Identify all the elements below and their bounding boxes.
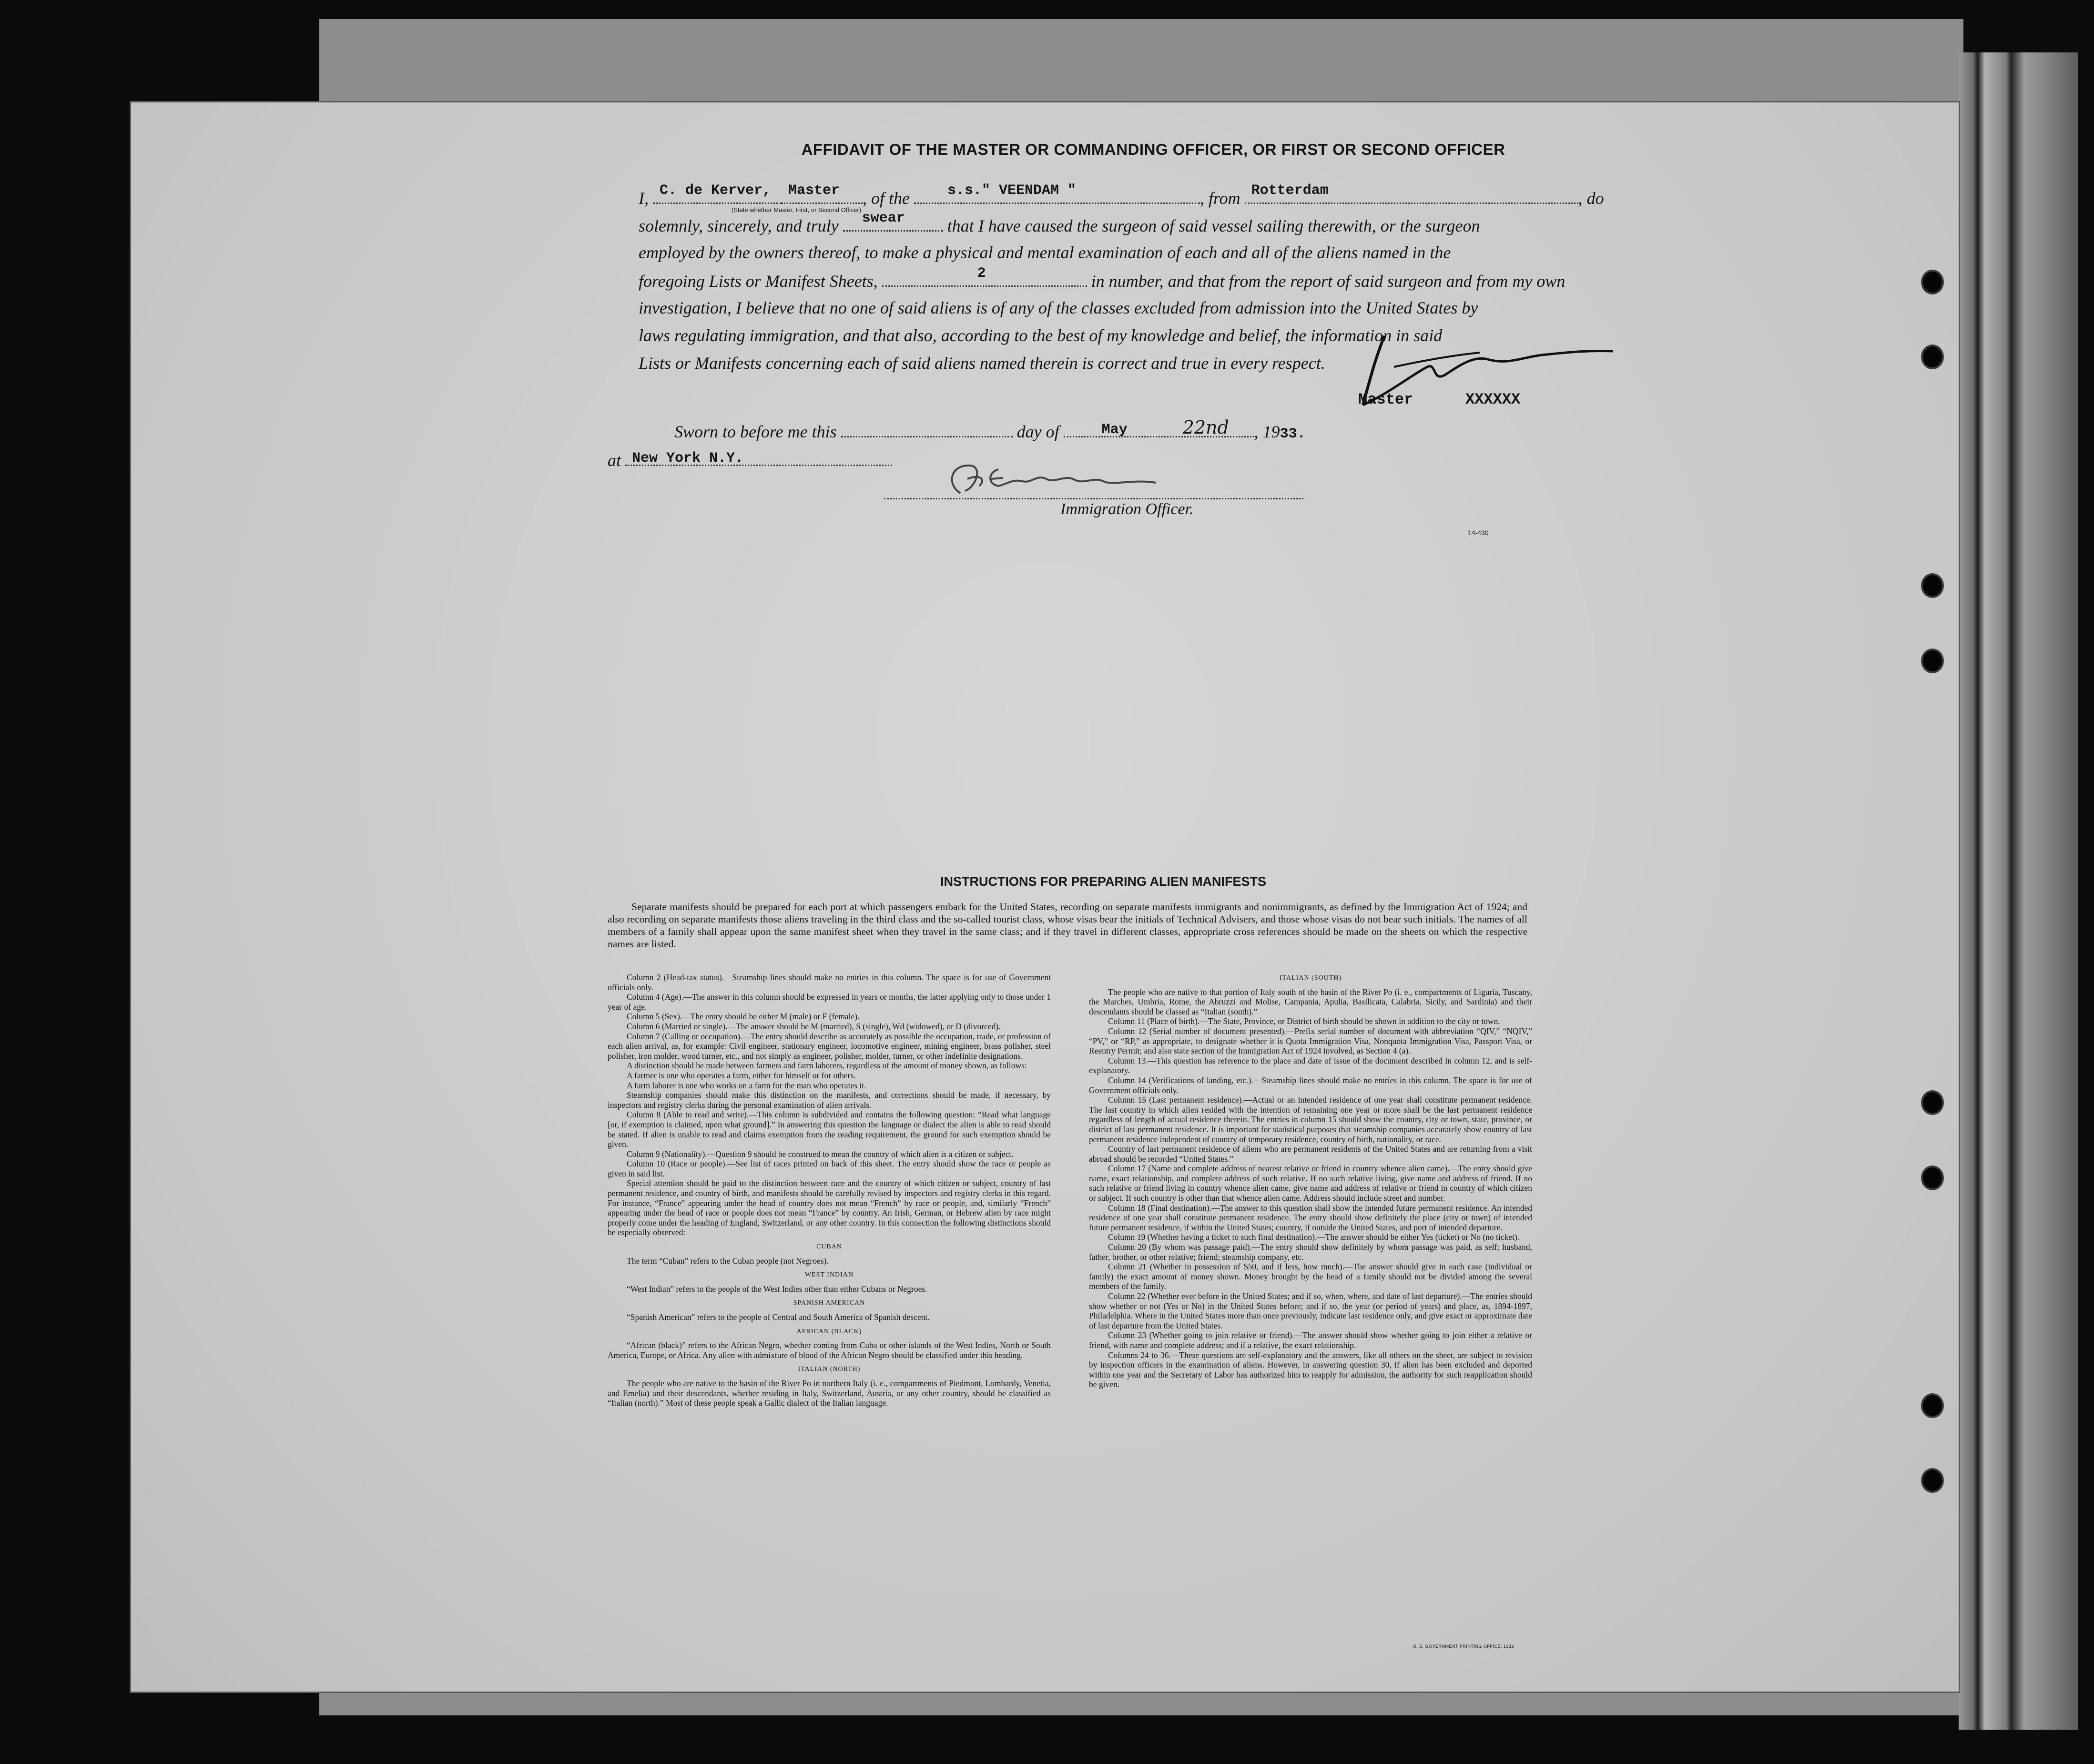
instructions-right-column bbox=[1089, 969, 1532, 1389]
instruction-para: Column 22 (Whether ever before in the United States; and if so, when, where, and date of last departure).—The entries should show whether or not (Yes or No) in the United States before; and if so, the year (or period of years) and place, as, 1894-1897, Philadelphia. Where in the United States more than once previously, indicate last residence only, and give exact or approximate date of last departure from the United States. bbox=[1089, 1291, 1532, 1330]
ship-name: s.s." VEENDAM " bbox=[947, 182, 1077, 199]
officer-signature bbox=[941, 460, 1208, 503]
section-heading-italian-south: ITALIAN (SOUTH) bbox=[1279, 974, 1342, 982]
port-field bbox=[1245, 183, 1578, 204]
binder-hole bbox=[1923, 1395, 1942, 1416]
instruction-para: Special attention should be paid to the distinction between race and the country of which citizen or subject, country of last permanent residence, and country of birth, and manifests should be carefully revised by inspectors and registry clerks in this regard. For instance, “France” appearing under the head of country does not mean “French” by race or people, and, similarly “French” appearing under the head of race or people does not mean “France” by country. An Irish, German, or Hebrew alien by race might properly come under the heading of England, Switzerland, or any other country. In this connection the following distinctions should be especially observed: bbox=[608, 1178, 1051, 1237]
name-field bbox=[653, 183, 782, 204]
binder-hole bbox=[1923, 1167, 1942, 1188]
instruction-para: Column 19 (Whether having a ticket to such final destination).—The answer should be either Yes (ticket) or No (no ticket). bbox=[1108, 1232, 1520, 1242]
instruction-para: The people who are native to that portion of Italy south of the basin of the River Po (i. e., compartments of Liguria, Tuscany, the Marches, Umbria, Rome, the Abruzzi and Molise, Campania, Apulia, Basilicata, Calabria, Sicily, and Sardinia) and their descendants should be classed as “Italian (south).” bbox=[1089, 987, 1532, 1016]
binder-hole bbox=[1923, 650, 1942, 671]
officer-label: Immigration Officer. bbox=[1060, 500, 1194, 518]
instruction-para: “African (black)” refers to the African Negro, whether coming from Cuba or other islands of the West Indies, North or South America, Europe, or Africa. Any alien with admixture of blood of the African Negro should be classified under this heading. bbox=[608, 1340, 1051, 1360]
affidavit-title: AFFIDAVIT OF THE MASTER OR COMMANDING OFFICER, OR FIRST OR SECOND OFFICER bbox=[801, 141, 1505, 158]
instruction-para: Column 11 (Place of birth).—The State, Province, or District of birth should be shown in addition to the city or town. bbox=[1108, 1016, 1500, 1026]
instruction-para: Column 2 (Head-tax status).—Steamship lines should make no entries in this column. The space is for use of Government officials only. bbox=[608, 973, 1051, 992]
instruction-para: “Spanish American” refers to the people of Central and South America of Spanish descent. bbox=[627, 1312, 930, 1322]
sworn-blank bbox=[841, 417, 1013, 437]
instructions-title: INSTRUCTIONS FOR PREPARING ALIEN MANIFESTS bbox=[940, 874, 1267, 889]
text-do: , do bbox=[1578, 189, 1604, 208]
text-year: , 19 bbox=[1254, 422, 1280, 441]
text-solemnly: solemnly, sincerely, and truly bbox=[639, 216, 839, 235]
section-heading-cuban: CUBAN bbox=[816, 1243, 842, 1251]
officer-signature-line bbox=[884, 498, 1303, 499]
section-heading-italian-north: ITALIAN (NORTH) bbox=[798, 1366, 861, 1373]
instruction-para: Column 18 (Final destination).—The answer to this question shall show the intended future permanent residence. An intended residence of one year shall constitute permanent residence. The entry should show definitely the place (city or town) of intended future permanent residence, if within the United States; country, if outside the United States, and port of intended departure. bbox=[1089, 1203, 1532, 1232]
instruction-para: Column 9 (Nationality).—Question 9 should be construed to mean the country of which alien is a citizen or subject. bbox=[627, 1149, 1014, 1159]
master-name: C. de Kerver, bbox=[660, 182, 772, 199]
affidavit-line-7: Lists or Manifests concerning each of said aliens named therein is correct and true in every respect. bbox=[639, 354, 1325, 373]
oath-value: swear bbox=[862, 210, 905, 226]
instructions-left-column bbox=[608, 973, 1051, 1408]
text-foregoing: foregoing Lists or Manifest Sheets, bbox=[639, 272, 878, 291]
affidavit-line-5: investigation, I believe that no one of said aliens is of any of the classes excluded from admission into the United States by bbox=[639, 298, 1478, 317]
binder-hole bbox=[1923, 1470, 1942, 1491]
instruction-para: Steamship companies should make this distinction on the manifests, and corrections should be made, if necessary, by inspectors and registry clerks during the personal examination of alien arrivals. bbox=[608, 1090, 1051, 1110]
instruction-para: Column 21 (Whether in possession of $50, and if less, how much).—The answer should give in each case (individual or family) the exact amount of money shown. Money brought by the head of a family should not be divided among the several members of the family. bbox=[1089, 1262, 1532, 1291]
place-value: New York N.Y. bbox=[632, 450, 744, 466]
instruction-para: Column 10 (Race or people).—See list of races printed on back of this sheet. The entry should show the race or people as given in said list. bbox=[608, 1159, 1051, 1178]
section-heading-african: AFRICAN (BLACK) bbox=[796, 1328, 862, 1335]
affidavit-line-6: laws regulating immigration, and that also, according to the best of my knowledge and belief, the information in said bbox=[639, 326, 1443, 345]
text-from: , from bbox=[1199, 189, 1240, 208]
master-struck: XXXXXX bbox=[1465, 391, 1521, 408]
sworn-line bbox=[674, 417, 1306, 442]
master-signature bbox=[1318, 322, 1747, 426]
place-line bbox=[608, 446, 892, 470]
month-value: May bbox=[1101, 422, 1128, 438]
affidavit-line-4 bbox=[639, 266, 1959, 294]
master-label: Master bbox=[1358, 391, 1413, 408]
place-field bbox=[625, 446, 892, 466]
form-number: 14-430 bbox=[1468, 529, 1489, 537]
rank-note: (State whether Master, First, or Second Officer) bbox=[732, 206, 862, 213]
instruction-para: Column 13.—This question has reference to the place and date of issue of the document described in column 12, and is self-explanatory. bbox=[1089, 1055, 1532, 1075]
instruction-para: Column 23 (Whether going to join relative or friend).—The answer should show whether going to join either a relative or friend, with name and complete address; and if a relative, the exact relationship. bbox=[1089, 1330, 1532, 1350]
instruction-para: Column 12 (Serial number of document presented).—Prefix serial number of document with abbreviation “QIV,” “NQIV,” “PV,” or “RP,” as appropriate, to designate whether it is Quota Immigration Visa, Nonquota Immigration Visa, Passport Visa, or Reentry Permit; and also state section of the Immigration Act of 1924 involved, as Section 4 (a). bbox=[1089, 1026, 1532, 1056]
instruction-para: Column 20 (By whom was passage paid).—The entry should show definitely by whom passage was paid, as self; husband, father, brother, or other relative; friend; steamship company, etc. bbox=[1089, 1242, 1532, 1262]
instruction-para: Column 8 (Able to read and write).—This column is subdivided and contains the following question: “Read what language [or, if exemption is claimed, upon what ground].” In answering this question the language or dialect the alien is able to read should be stated. If alien is unable to read and claims exemption from the reading requirement, the ground for such exemption should be given. bbox=[608, 1110, 1051, 1149]
year-value: 33. bbox=[1280, 426, 1306, 442]
instruction-para: The people who are native to the basin of the River Po in northern Italy (i. e., compartments of Piedmont, Lombardy, Venetia, and Emelia) and their descendants, whether residing in Italy, Switzerland, Austria, or any other country, should be classified as “Italian (north).” Most of these people speak a Gallic dialect of the Italian language. bbox=[608, 1378, 1051, 1408]
instruction-para: Columns 24 to 36.—These questions are self-explanatory and the answers, like all others on the sheet, are subject to revision by inspection officers in the examination of aliens. However, in answering question 30, if alien has been excluded and deported within one year and the Secretary of Labor has authorized him to reapply for admission, the authority for such reapplication should be given. bbox=[1089, 1350, 1532, 1389]
binder-hole bbox=[1923, 1092, 1942, 1113]
instruction-para: Column 17 (Name and complete address of nearest relative or friend in country whence alien came).—The entry should give name, exact relationship, and complete address of such relative. If no such relative living, give name and address of friend. If no such relative or friend living in country whence alien came, give name and address of relative or friend in country of which citizen or subject. If such country is other than that whence alien came. Address should include street and number. bbox=[1089, 1164, 1532, 1203]
date-field bbox=[1064, 417, 1254, 437]
instruction-para: A distinction should be made between farmers and farm laborers, regardless of the amount of money shown, as follows: bbox=[627, 1061, 1027, 1071]
instruction-para: The term “Cuban” refers to the Cuban people (not Negroes). bbox=[627, 1256, 829, 1266]
instruction-para: Column 6 (Married or single).—The answer should be M (married), S (single), Wd (widowed), or D (divorced). bbox=[627, 1021, 1001, 1031]
sheets-value: 2 bbox=[977, 265, 986, 282]
binder-edge bbox=[1959, 52, 2078, 1730]
text-at: at bbox=[608, 451, 621, 470]
rank-value: Master bbox=[788, 182, 840, 199]
instruction-para: “West Indian” refers to the people of the West Indies other than either Cubans or Negroes. bbox=[627, 1284, 927, 1294]
printer-imprint: U. S. GOVERNMENT PRINTING OFFICE: 1932 bbox=[1413, 1644, 1514, 1649]
instruction-para: Country of last permanent residence of aliens who are permanent residents of the United States and are returning from a visit abroad should be recorded “United States.” bbox=[1089, 1144, 1532, 1164]
port-name: Rotterdam bbox=[1251, 182, 1329, 199]
rank-field bbox=[782, 183, 863, 204]
sheets-field bbox=[882, 266, 1087, 287]
binder-hole bbox=[1923, 575, 1942, 596]
ship-field bbox=[914, 183, 1200, 204]
text-in-number: in number, and that from the report of said surgeon and from my own bbox=[1091, 272, 1565, 291]
oath-field bbox=[843, 211, 943, 232]
instructions-intro: Separate manifests should be prepared for each port at which passengers embark for the United States, recording on separate manifests immigrants and nonimmigrants, as defined by the Immigration Act of 1924; and also recording on separate manifests those aliens traveling in the third class and the so-called tourist class, whose visas bear the initials of Technical Advisers, and those whose visas do not bear such initials. The names of all members of a family shall appear upon the same manifest sheet when they travel in the same class; and if they travel in different classes, appropriate cross references should be made on the sheets on which the respective names are listed. bbox=[608, 901, 1527, 950]
section-heading-west-indian: WEST INDIAN bbox=[804, 1271, 854, 1279]
manifest-page bbox=[131, 102, 1959, 1692]
instruction-para: A farmer is one who operates a farm, either for himself or for others. bbox=[627, 1070, 856, 1080]
affidavit-line-2 bbox=[639, 211, 1959, 239]
affidavit-line-3: employed by the owners thereof, to make a physical and mental examination of each and all of the aliens named in the bbox=[639, 243, 1451, 262]
text-i: I, bbox=[639, 189, 649, 208]
instruction-para: A farm laborer is one who works on a farm for the man who operates it. bbox=[627, 1080, 866, 1090]
instruction-para: Column 15 (Last permanent residence).—Actual or an intended residence of one year shall constitute permanent residence. The last country in which alien resided with the intention of remaining one year or more shall be the last permanent residence regardless of length of actual residence therein. The entries in column 15 should show the country, city or town, state, province, or district of last permanent residence. It is important for statistical purposes that steamship companies accurately show country of last permanent residence independent of country of temporary residence, country of birth, nationality, or race. bbox=[1089, 1095, 1532, 1144]
text-sworn: Sworn to before me this bbox=[674, 422, 837, 441]
text-of-the: , of the bbox=[863, 189, 910, 208]
day-value: 22nd bbox=[1182, 417, 1229, 438]
text-day-of: day of bbox=[1017, 422, 1059, 441]
instruction-para: Column 5 (Sex).—The entry should be either M (male) or F (female). bbox=[627, 1012, 860, 1022]
text-surgeon: that I have caused the surgeon of said vessel sailing therewith, or the surgeon bbox=[947, 216, 1480, 235]
instruction-para: Column 4 (Age).—The answer in this column should be expressed in years or months, the latter applying only to those under 1 year of age. bbox=[608, 992, 1051, 1012]
instruction-para: Column 7 (Calling or occupation).—The entry should describe as accurately as possible the occupation, trade, or profession of each alien arrival, as, for example: Civil engineer, stationary engineer, locomotive engineer, mining engineer, brass polisher, steel polisher, iron molder, wood turner, etc., and not simply as engineer, polisher, molder, turner, or other indefinite designations. bbox=[608, 1031, 1051, 1061]
instruction-para: Column 14 (Verifications of landing, etc.).—Steamship lines should make no entries in this column. The space is for use of Government officials only. bbox=[1089, 1075, 1532, 1095]
section-heading-spanish-american: SPANISH AMERICAN bbox=[793, 1299, 865, 1307]
